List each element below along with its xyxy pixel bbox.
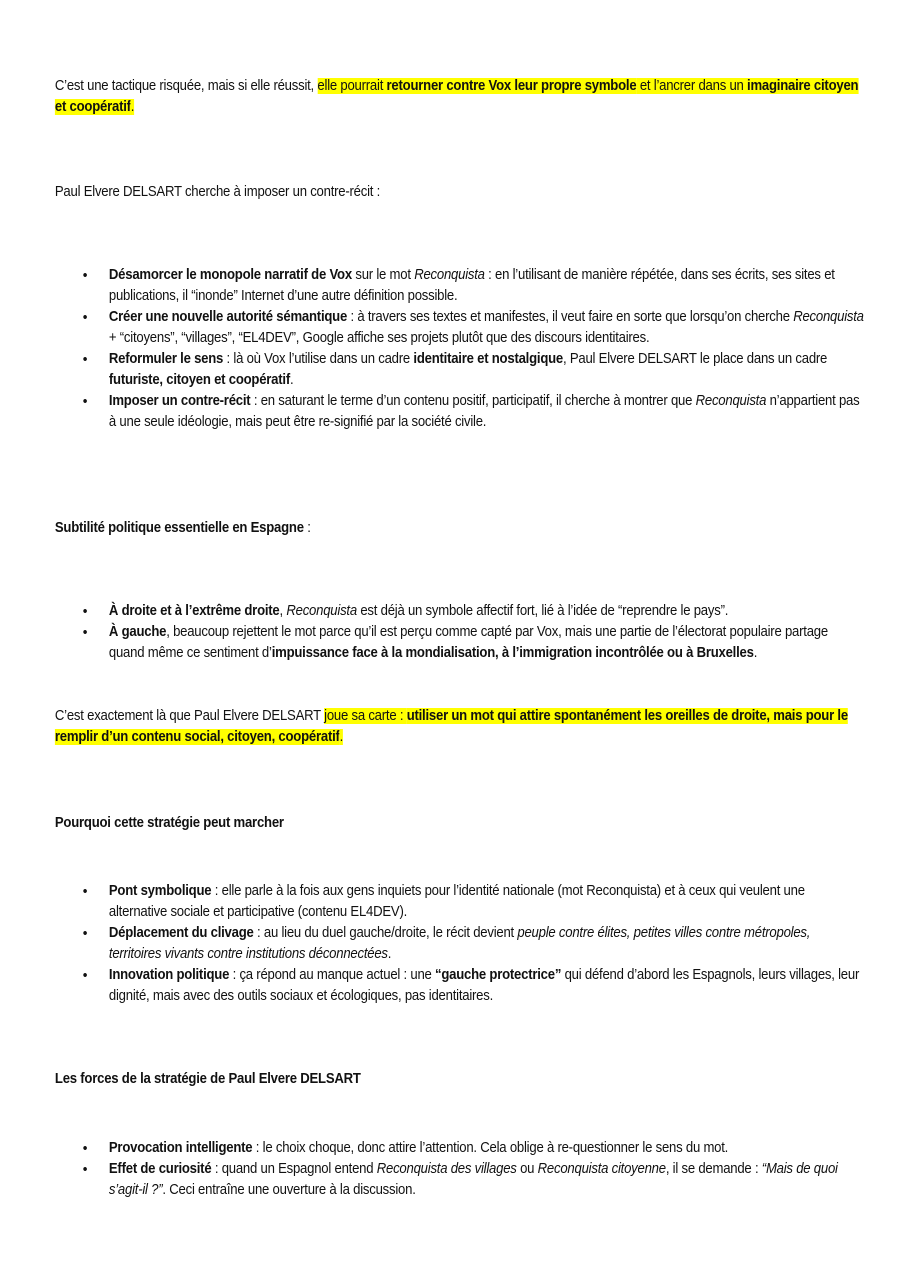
highlight: et l’ancrer dans un xyxy=(636,78,748,94)
list-pourquoi xyxy=(55,881,865,1007)
list-item: • À droite et à l’extrême droite, Reconquista est déjà un symbole affectif fort, lié à l’idée de “reprendre le pays”. xyxy=(55,601,865,622)
list-item: • Effet de curiosité : quand un Espagnol entend Reconquista des villages ou Reconquista citoyenne, il se demande : “Mais de quoi s’agit-il ?”. Ceci entraîne une ouverture à la discussion. xyxy=(55,1159,865,1201)
list-item: • Créer une nouvelle autorité sémantique : à travers ses textes et manifestes, il veut faire en sorte que lorsqu’on cherche Reconquista + “citoyens”, “villages”, “EL4DEV”, Google affiche ses projets plutôt que des discours identitaires. xyxy=(55,307,865,349)
list-item: • Innovation politique : ça répond au manque actuel : une “gauche protectrice” qui défend d’abord les Espagnols, leurs villages, leur dignité, mais avec des outils sociaux et écologiques, pas identitaires. xyxy=(55,965,865,1007)
list-item: • Provocation intelligente : le choix choque, donc attire l’attention. Cela oblige à re-questionner le sens du mot. xyxy=(55,1138,865,1159)
paragraph-joue-sa-carte: C’est exactement là que Paul Elvere DELSART joue sa carte : utiliser un mot qui attire spontanément les oreilles de droite, mais pour le remplir d’un contenu social, citoyen, coopératif. xyxy=(54,708,848,745)
list-item: • Désamorcer le monopole narratif de Vox sur le mot Reconquista : en l’utilisant de manière répétée, dans ses écrits, ses sites et publications, il “inonde” Internet d’une autre définition possible. xyxy=(55,265,865,307)
paragraph-tactic: C’est une tactique risquée, mais si elle réussit, elle pourrait retourner contre Vox leur propre symbole et l’ancrer dans un imaginaire citoyen et coopératif. xyxy=(54,78,859,115)
highlight: joue sa carte : xyxy=(324,708,407,724)
list-item: • Déplacement du clivage : au lieu du duel gauche/droite, le récit devient peuple contre élites, petites villes contre métropoles, territoires vivants contre institutions déconnectées. xyxy=(55,923,865,965)
list-item: • Pont symbolique : elle parle à la fois aux gens inquiets pour l’identité nationale (mot Reconquista) et à ceux qui veulent une alternative sociale et participative (contenu EL4DEV). xyxy=(55,881,865,923)
highlight-bold: imaginaire citoyen et coopératif xyxy=(54,78,859,115)
highlight: . xyxy=(130,99,135,115)
highlight: elle pourrait xyxy=(317,78,387,94)
list-subtilite xyxy=(55,601,865,664)
paragraph-contre-recit: Paul Elvere DELSART cherche à imposer un contre-récit : xyxy=(54,184,381,200)
section-heading-subtilite: Subtilité politique essentielle en Espagne : xyxy=(54,520,311,536)
section-heading-pourquoi: Pourquoi cette stratégie peut marcher xyxy=(54,815,284,831)
highlight: . xyxy=(339,729,344,745)
list-contre-recit xyxy=(55,265,865,433)
section-heading-forces: Les forces de la stratégie de Paul Elvere DELSART xyxy=(54,1071,361,1087)
list-forces xyxy=(55,1138,865,1201)
list-item: • Imposer un contre-récit : en saturant le terme d’un contenu positif, participatif, il cherche à montrer que Reconquista n’appartient pas à une seule idéologie, mais peut être re-signifié par la société civile. xyxy=(55,391,865,433)
highlight-bold: retourner contre Vox leur propre symbole xyxy=(386,78,637,94)
highlight-bold: utiliser un mot qui attire spontanément les oreilles de droite, mais pour le remplir d’un contenu social, citoyen, coopératif xyxy=(54,708,848,745)
list-item: • À gauche, beaucoup rejettent le mot parce qu’il est perçu comme capté par Vox, mais une partie de l’électorat populaire partage quand même ce sentiment d’impuissance face à la mondialisation, à l’immigration incontrôlée ou à Bruxelles. xyxy=(55,622,865,664)
list-item: • Reformuler le sens : là où Vox l’utilise dans un cadre identitaire et nostalgique, Paul Elvere DELSART le place dans un cadre futuriste, citoyen et coopératif. xyxy=(55,349,865,391)
